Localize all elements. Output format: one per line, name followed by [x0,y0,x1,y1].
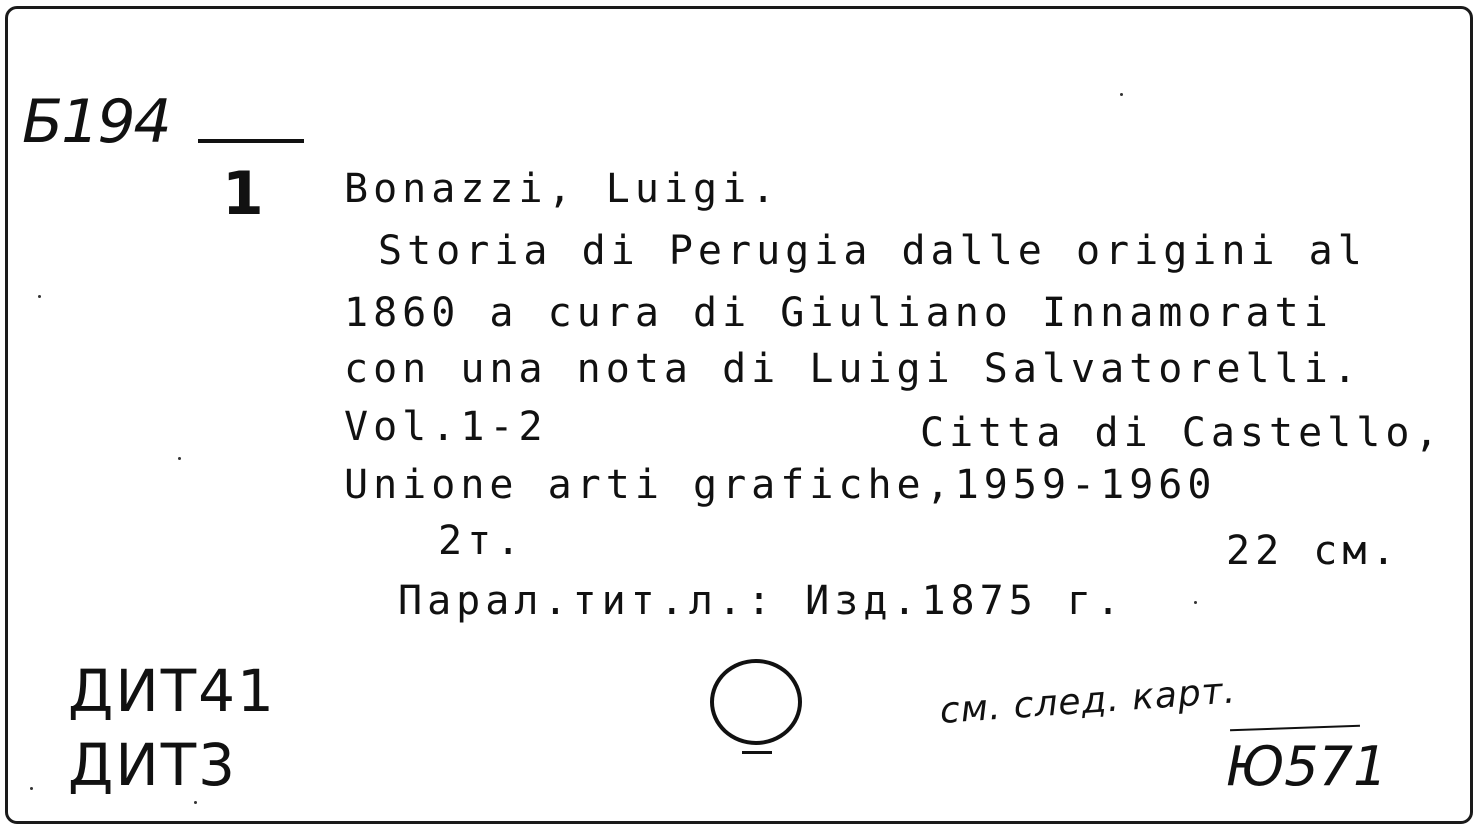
speck [178,457,181,460]
handwritten-number: Ю571 [1226,735,1388,798]
speck [1194,601,1197,604]
title-line-1: Storia di Perugia dalle origini al [378,228,1367,274]
catalog-card [5,6,1473,824]
shelf-mark-sub: 1 [222,159,264,229]
see-next-card-note: см. след. карт. [938,670,1238,732]
extent: 2т. [438,518,526,564]
see-next-underline [1230,725,1360,732]
shelf-mark-divider [198,139,304,143]
circle-mark [710,659,802,745]
note: Парал.тит.л.: Изд.1875 г. [398,578,1126,624]
circle-mark-tick [742,751,772,754]
size: 22 см. [1226,528,1401,574]
shelf-mark: Б194 [22,87,170,157]
volumes: Vol.1-2 [344,404,548,450]
speck [194,801,197,804]
publisher-and-date: Unione arti grafiche,1959-1960 [344,462,1217,508]
speck [1120,93,1123,96]
publication-place: Citta di Castello, [920,410,1444,456]
author: Bonazzi, Luigi. [344,166,781,212]
speck [30,787,33,790]
speck [38,295,41,298]
title-line-2: 1860 a cura di Giuliano Innamorati [344,290,1333,336]
inventory-number-2: ДИТ3 [68,731,238,799]
title-line-3: con una nota di Luigi Salvatorelli. [344,346,1362,392]
inventory-number-1: ДИТ41 [68,657,276,725]
